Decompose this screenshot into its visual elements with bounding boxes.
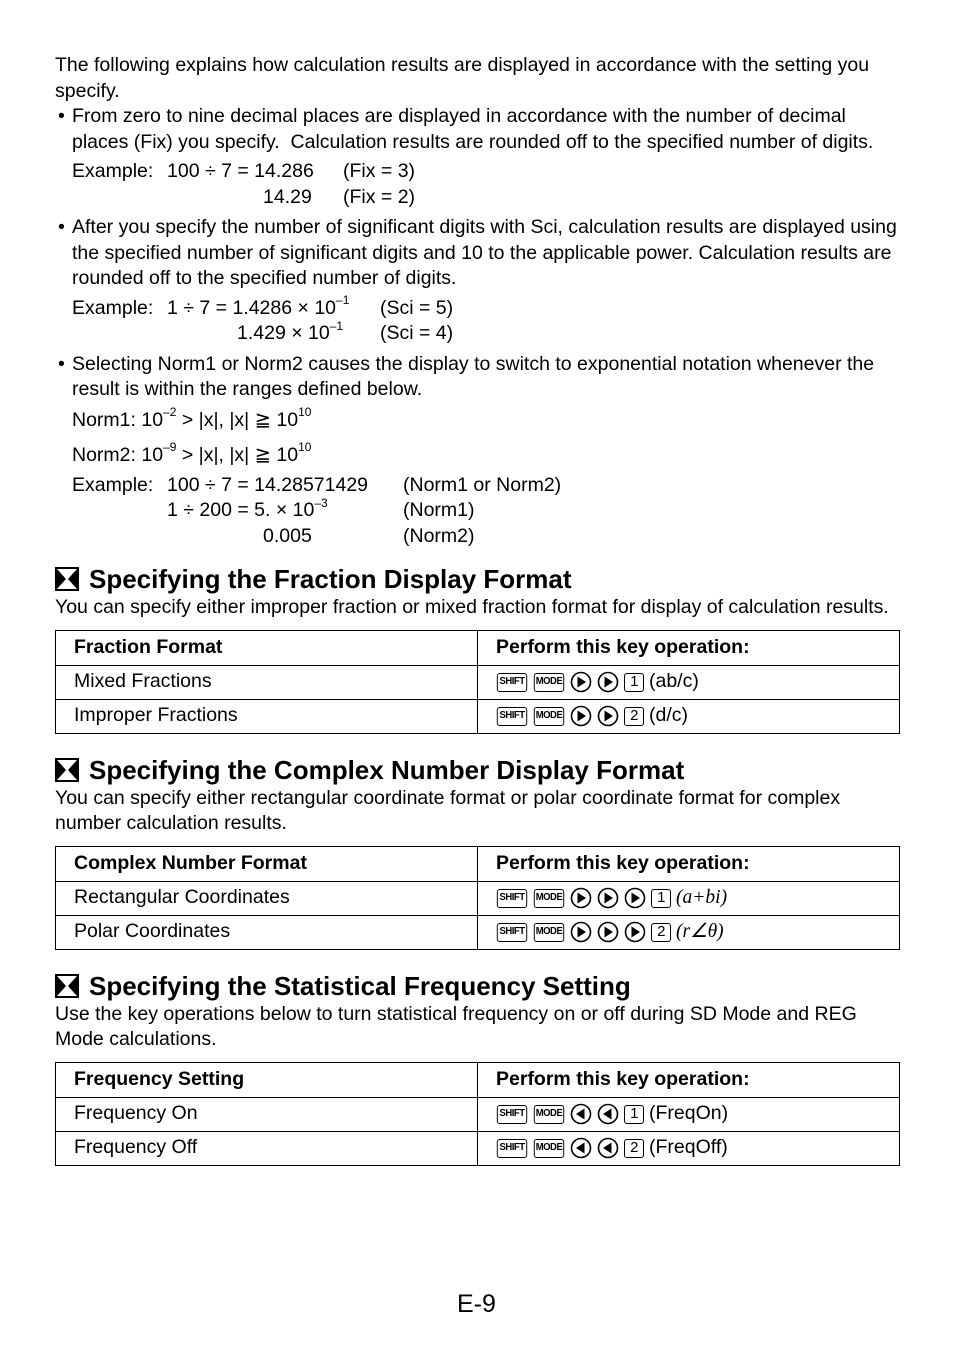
key-sequence (478, 881, 900, 915)
key-note: (FreqOn) (649, 1102, 729, 1125)
example-label: Example: (72, 296, 154, 319)
section-mark-icon (55, 758, 79, 782)
row-label: Improper Fractions (56, 699, 478, 733)
norm-example (55, 473, 900, 550)
frequency-desc: Use the key operations below to turn statistical frequency on or off during SD Mode and REG Mode calculations. (55, 1002, 857, 1050)
mode-key-icon: MODE (534, 1105, 564, 1124)
header-col1: Frequency Setting (56, 1062, 478, 1097)
table-row (56, 699, 900, 733)
mode-key-icon: MODE (534, 923, 564, 942)
number-key-icon: 1 (651, 889, 671, 908)
right-arrow-key-icon (597, 705, 619, 727)
norm2-range (55, 438, 900, 473)
norm1-exp: –2 (163, 405, 177, 419)
example-label: Example: (72, 160, 154, 182)
right-arrow-key-icon (570, 921, 592, 943)
right-arrow-key-icon (570, 705, 592, 727)
fix-example-expr-1: 100 ÷ 7 = 14.286 (167, 160, 314, 182)
header-col2: Perform this key operation: (478, 1062, 900, 1097)
left-arrow-key-icon (597, 1137, 619, 1159)
shift-key-icon: SHIFT (497, 1139, 527, 1158)
bullet-norm-text: Selecting Norm1 or Norm2 causes the display to switch to exponential notation whenever the result is within the ranges defined below. (72, 352, 875, 400)
norm-example-expr-2 (167, 495, 328, 524)
section-title-frequency (55, 970, 900, 1002)
bullet-fix-text: From zero to nine decimal places are displayed in accordance with the number of decimal places (Fix) you specify. Calculation results are rounded off to the specified number of digits. (72, 105, 874, 153)
frequency-title-text: Specifying the Statistical Frequency Setting (89, 970, 631, 1001)
section-mark-icon (55, 974, 79, 998)
number-key-icon: 2 (651, 923, 671, 942)
manual-page (55, 53, 900, 1166)
sci-expr-1-exp: –1 (336, 293, 350, 307)
norm-example-expr-1: 100 ÷ 7 = 14.28571429 (167, 473, 369, 496)
key-note: (FreqOff) (649, 1136, 728, 1159)
norm2-mid: > |x|, |x| ≧ 10 (176, 443, 299, 466)
header-col1: Complex Number Format (56, 846, 478, 881)
example-label: Example: (72, 473, 154, 496)
fraction-desc: You can specify either improper fraction or mixed fraction format for display of calculation results. (55, 596, 889, 618)
table-row (56, 1131, 900, 1165)
right-arrow-key-icon (624, 887, 646, 909)
section-title-fraction (55, 563, 900, 595)
key-note: (r∠θ) (676, 921, 724, 943)
key-sequence (478, 1097, 900, 1131)
header-col2: Perform this key operation: (478, 630, 900, 665)
frequency-table (55, 1062, 900, 1166)
shift-key-icon: SHIFT (497, 889, 527, 908)
bullet-dot: • (58, 216, 65, 238)
key-note: (d/c) (649, 704, 688, 727)
complex-table (55, 846, 900, 950)
norm2-prefix: Norm2: 10 (72, 443, 164, 466)
left-arrow-key-icon (570, 1103, 592, 1125)
row-label: Polar Coordinates (56, 915, 478, 949)
table-row (56, 915, 900, 949)
bullet-sci (55, 215, 900, 292)
mode-key-icon: MODE (534, 707, 564, 726)
table-row (56, 881, 900, 915)
mode-key-icon: MODE (534, 889, 564, 908)
number-key-icon: 1 (624, 1105, 644, 1124)
bullet-dot: • (58, 105, 65, 127)
page-number: E-9 (457, 1290, 496, 1318)
shift-key-icon: SHIFT (497, 673, 527, 692)
sci-expr-2-base: 1.429 × 10 (237, 322, 330, 344)
sci-example-expr-2 (237, 318, 344, 347)
table-header (56, 1062, 900, 1097)
norm-example-note-3: (Norm2) (403, 524, 475, 547)
mode-key-icon: MODE (534, 1139, 564, 1158)
shift-key-icon: SHIFT (497, 707, 527, 726)
shift-key-icon: SHIFT (497, 923, 527, 942)
number-key-icon: 1 (624, 673, 644, 692)
shift-key-icon: SHIFT (497, 1105, 527, 1124)
sci-example-expr-1 (167, 293, 350, 322)
key-note: (a+bi) (676, 887, 728, 909)
fix-example-note-1: (Fix = 3) (343, 160, 416, 182)
fraction-table (55, 630, 900, 734)
sci-example (55, 293, 900, 347)
number-key-icon: 2 (624, 1139, 644, 1158)
row-label: Mixed Fractions (56, 665, 478, 699)
norm-expr-2-base: 1 ÷ 200 = 5. × 10 (167, 499, 315, 521)
sci-expr-1-base: 1 ÷ 7 = 1.4286 × 10 (167, 296, 337, 319)
key-note: (ab/c) (649, 670, 699, 693)
fix-example-expr-2: 14.29 (263, 185, 312, 208)
fix-example-note-2: (Fix = 2) (343, 185, 416, 208)
key-sequence (478, 665, 900, 699)
norm1-prefix: Norm1: 10 (72, 408, 164, 431)
right-arrow-key-icon (570, 887, 592, 909)
norm2-exp: –9 (163, 440, 177, 454)
intro-text: The following explains how calculation results are displayed in accordance with the setting you specify. (55, 54, 870, 102)
table-header (56, 846, 900, 881)
section-mark-icon (55, 567, 79, 591)
row-label: Frequency On (56, 1097, 478, 1131)
fix-example (55, 159, 900, 210)
key-sequence (478, 1131, 900, 1165)
norm-expr-2-exp: –3 (314, 495, 328, 510)
right-arrow-key-icon (570, 671, 592, 693)
key-sequence (478, 699, 900, 733)
table-header (56, 630, 900, 665)
complex-desc: You can specify either rectangular coordinate format or polar coordinate format for complex number calculation results. (55, 786, 841, 834)
row-label: Frequency Off (56, 1131, 478, 1165)
bullet-dot: • (58, 352, 65, 375)
bullet-sci-text: After you specify the number of significant digits with Sci, calculation results are displayed using the specified number of significant digits and 10 to the applicable power. Calculation results are rounded off to the specified number of digits. (72, 216, 897, 289)
number-key-icon: 2 (624, 707, 644, 726)
norm-example-note-2: (Norm1) (403, 499, 475, 521)
right-arrow-key-icon (624, 921, 646, 943)
norm-example-expr-3: 0.005 (263, 524, 312, 547)
norm1-mid: > |x|, |x| ≧ 10 (176, 408, 299, 431)
complex-title-text: Specifying the Complex Number Display Format (89, 754, 685, 785)
norm1-range (55, 403, 900, 438)
norm2-exp2: 10 (298, 440, 312, 454)
left-arrow-key-icon (597, 1103, 619, 1125)
right-arrow-key-icon (597, 671, 619, 693)
sci-example-note-1: (Sci = 5) (380, 296, 454, 319)
table-row (56, 665, 900, 699)
bullet-fix (55, 104, 900, 155)
key-sequence (478, 915, 900, 949)
mode-key-icon: MODE (534, 673, 564, 692)
sci-expr-2-exp: –1 (329, 318, 344, 333)
norm-example-note-1: (Norm1 or Norm2) (403, 473, 562, 496)
norm1-exp2: 10 (298, 405, 312, 419)
sci-example-note-2: (Sci = 4) (380, 322, 454, 344)
row-label: Rectangular Coordinates (56, 881, 478, 915)
right-arrow-key-icon (597, 887, 619, 909)
section-title-complex (55, 754, 900, 786)
left-arrow-key-icon (570, 1137, 592, 1159)
table-row (56, 1097, 900, 1131)
bullet-norm (55, 352, 900, 403)
right-arrow-key-icon (597, 921, 619, 943)
header-col2: Perform this key operation: (478, 846, 900, 881)
header-col1: Fraction Format (56, 630, 478, 665)
fraction-title-text: Specifying the Fraction Display Format (89, 564, 572, 594)
